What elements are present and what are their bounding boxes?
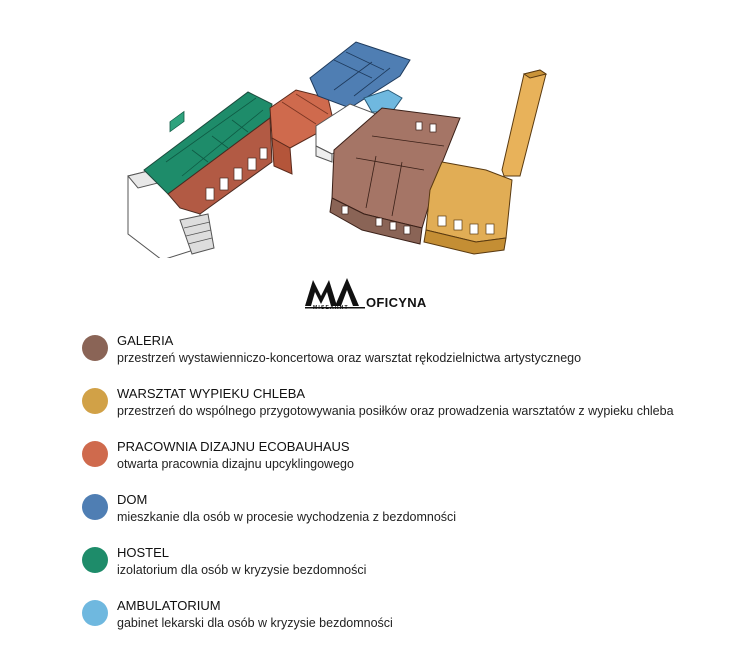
legend-title: PRACOWNIA DIZAJNU ECOBAUHAUS — [117, 439, 350, 454]
legend-description: mieszkanie dla osób w procesie wychodzenia z bezdomności — [117, 510, 457, 524]
legend-dot-ecobauhaus — [82, 441, 108, 467]
brand-name: OFICYNA — [366, 295, 427, 310]
legend-title: WARSZTAT WYPIEKU CHLEBA — [117, 386, 306, 401]
legend-title: HOSTEL — [117, 545, 170, 560]
legend-description: otwarta pracownia dizajnu upcyklingowego — [117, 457, 354, 471]
legend-item-dom — [82, 492, 722, 532]
legend-dot-galeria — [82, 335, 108, 361]
legend-item-bakery — [82, 386, 722, 426]
legend-description: przestrzeń do wspólnego przygotowywania posiłków oraz prowadzenia warsztatów z wypieku chleba — [117, 404, 674, 418]
legend-title: GALERIA — [117, 333, 174, 348]
legend-item-ambulatorium — [82, 598, 722, 638]
legend-item-ecobauhaus — [82, 439, 722, 479]
legend-title: DOM — [117, 492, 148, 507]
legend-dot-bakery — [82, 388, 108, 414]
legend-dot-hostel — [82, 547, 108, 573]
legend-dot-ambulatorium — [82, 600, 108, 626]
legend-description: izolatorium dla osób w kryzysie bezdomności — [117, 563, 367, 577]
logo-subtext: MISEARHT — [313, 305, 349, 311]
legend-description: przestrzeń wystawienniczo-koncertowa oraz warsztat rękodzielnictwa artystycznego — [117, 351, 582, 365]
legend-item-galeria — [82, 333, 722, 373]
legend-description: gabinet lekarski dla osób w kryzysie bezdomności — [117, 616, 393, 630]
legend-title: AMBULATORIUM — [117, 598, 221, 613]
bakery-block — [424, 70, 546, 254]
building-illustration — [120, 38, 560, 258]
legend-item-hostel — [82, 545, 722, 585]
legend-dot-dom — [82, 494, 108, 520]
